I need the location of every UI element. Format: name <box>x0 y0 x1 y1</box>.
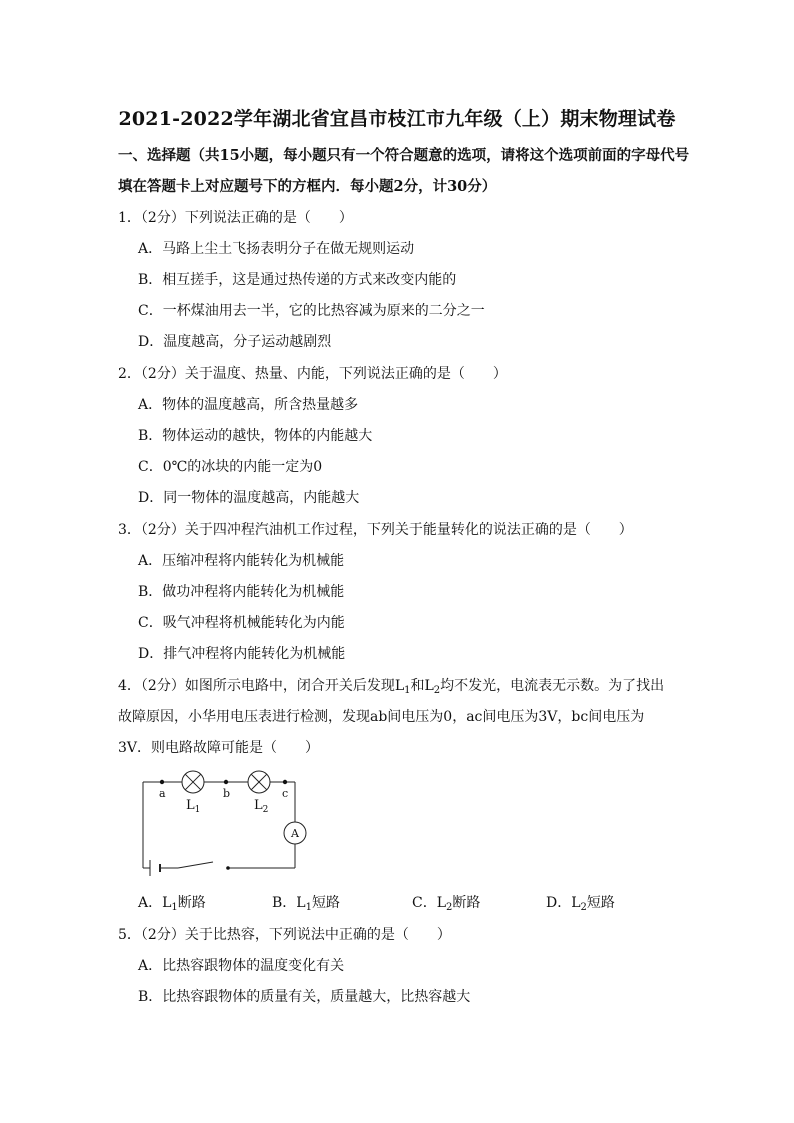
question-3-stem: 3．（2分）关于四冲程汽油机工作过程，下列关于能量转化的说法正确的是（ ） <box>118 522 633 538</box>
section-heading-line2: 填在答题卡上对应题号下的方框内．每小题2分，计30分） <box>118 178 497 195</box>
question-1-option-d: D．温度越高，分子运动越剧烈 <box>138 334 332 350</box>
question-2-option-b: B．物体运动的越快，物体的内能越大 <box>138 428 373 444</box>
point-label-c: c <box>282 787 289 800</box>
section-heading-line1: 一、选择题（共15小题，每小题只有一个符合题意的选项，请将这个选项前面的字母代号 <box>118 147 690 164</box>
junction-c-dot <box>283 780 287 784</box>
junction-a-dot <box>160 780 164 784</box>
lamp-1-label: $L_1$ <box>186 798 201 815</box>
question-4-stem-line3: 3V．则电路故障可能是（ ） <box>118 740 320 756</box>
switch-contact-dot <box>226 866 230 870</box>
ammeter-label: A <box>291 827 299 840</box>
question-1-option-a: A．马路上尘土飞扬表明分子在做无规则运动 <box>138 241 415 257</box>
question-1-option-c: C．一杯煤油用去一半，它的比热容减为原来的二分之一 <box>138 303 485 319</box>
switch-blade <box>178 862 213 868</box>
question-1-option-b: B．相互搓手，这是通过热传递的方式来改变内能的 <box>138 272 457 288</box>
question-4-option-a: A．$L_1$断路 <box>138 895 206 913</box>
question-2-option-a: A．物体的温度越高，所含热量越多 <box>138 397 359 413</box>
question-1-stem: 1．（2分）下列说法正确的是（ ） <box>118 210 353 226</box>
question-4-option-d: D．$L_2$短路 <box>546 895 615 913</box>
question-3-option-c: C．吸气冲程将机械能转化为内能 <box>138 615 345 631</box>
question-5-stem: 5．（2分）关于比热容，下列说法中正确的是（ ） <box>118 927 451 943</box>
circuit-diagram <box>130 766 320 878</box>
question-4-stem-line1: 4．（2分）如图所示电路中，闭合开关后发现$L_1$和$L_2$均不发光，电流表无示数。为了找出 <box>118 678 665 696</box>
question-4-stem-line2: 故障原因，小华用电压表进行检测，发现ab间电压为0，ac间电压为3V，bc间电压为 <box>118 709 645 725</box>
point-label-b: b <box>223 787 231 800</box>
question-5-option-b: B．比热容跟物体的质量有关，质量越大，比热容越大 <box>138 989 471 1005</box>
question-2-option-d: D．同一物体的温度越高，内能越大 <box>138 490 360 506</box>
point-label-a: a <box>159 787 166 800</box>
question-3-option-d: D．排气冲程将内能转化为机械能 <box>138 646 346 662</box>
question-3-option-a: A．压缩冲程将内能转化为机械能 <box>138 553 345 569</box>
question-3-option-b: B．做功冲程将内能转化为机械能 <box>138 584 345 600</box>
question-4-option-b: B．$L_1$短路 <box>272 895 340 913</box>
lamp-2-label: $L_2$ <box>254 798 269 815</box>
question-5-option-a: A．比热容跟物体的温度变化有关 <box>138 958 345 974</box>
exam-title: 2021-2022学年湖北省宜昌市枝江市九年级（上）期末物理试卷 <box>118 108 676 130</box>
question-4-option-c: C．$L_2$断路 <box>412 895 481 913</box>
question-2-option-c: C．0℃的冰块的内能一定为0 <box>138 459 323 475</box>
question-2-stem: 2．（2分）关于温度、热量、内能，下列说法正确的是（ ） <box>118 366 507 382</box>
question-4-options <box>138 892 698 914</box>
junction-b-dot <box>224 780 228 784</box>
